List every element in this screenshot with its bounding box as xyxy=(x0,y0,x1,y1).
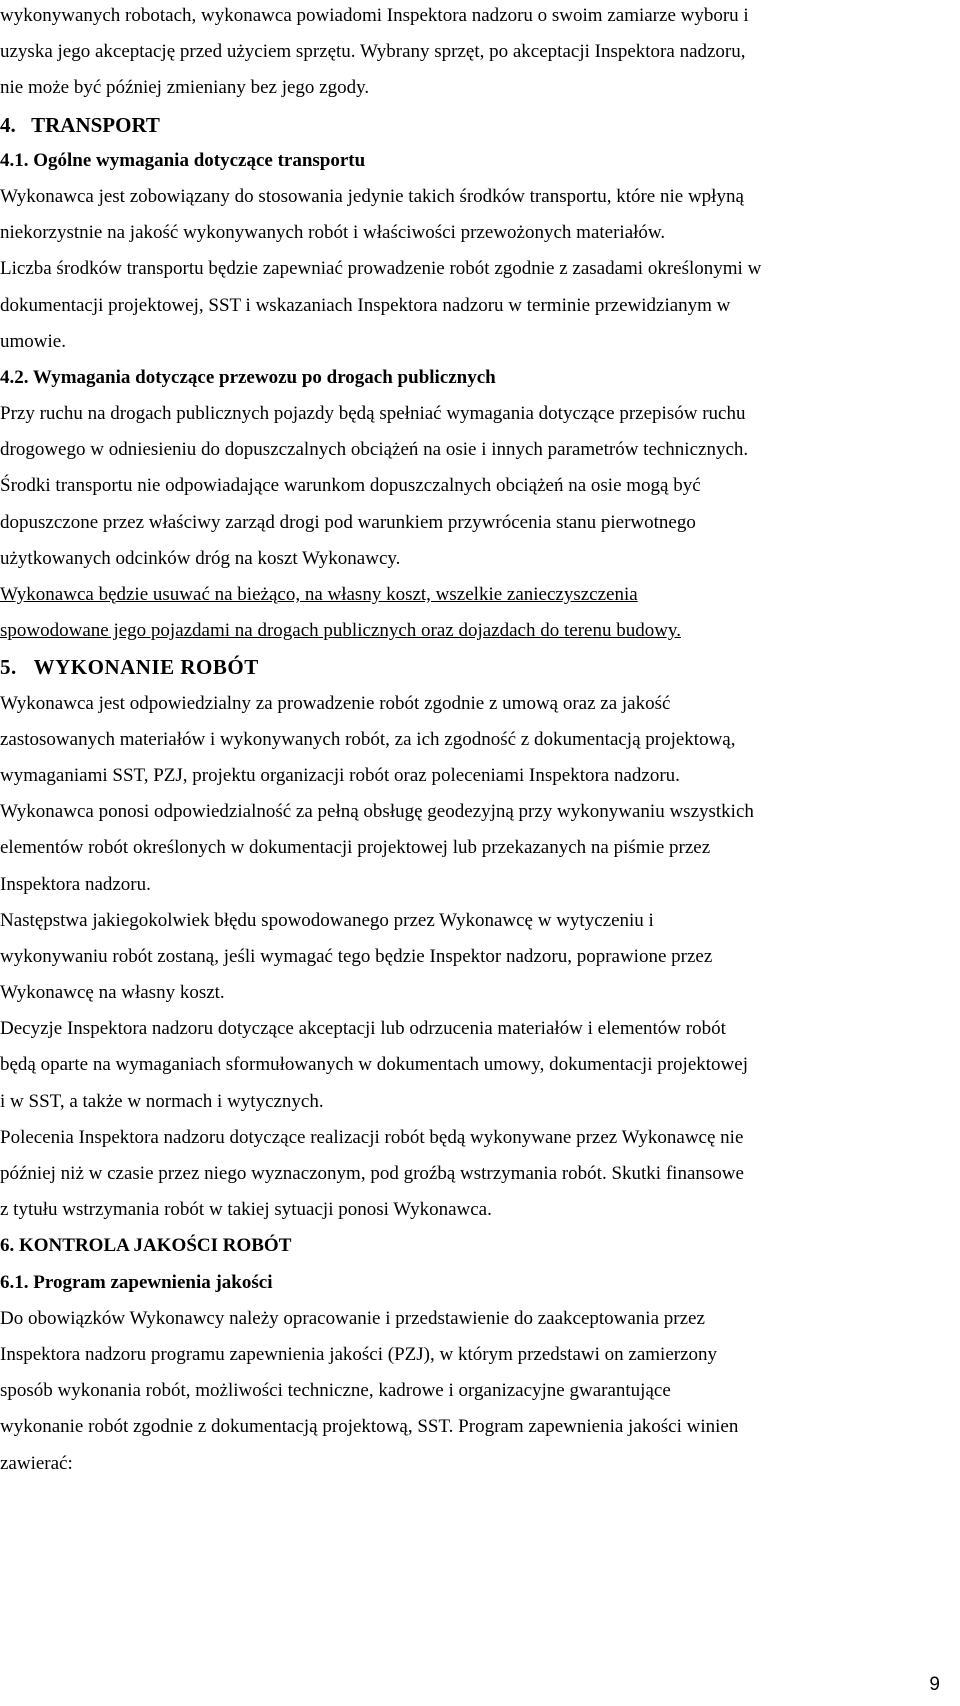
body-line: wykonywaniu robót zostaną, jeśli wymagać tego będzie Inspektor nadzoru, poprawione przez xyxy=(0,945,713,967)
body-line: drogowego w odniesieniu do dopuszczalnych obciążeń na osie i innych parametrów technicznych. xyxy=(0,439,749,461)
body-line: z tytułu wstrzymania robót w takiej sytuacji ponosi Wykonawca. xyxy=(0,1199,492,1221)
body-line: zawierać: xyxy=(0,1452,73,1474)
body-line: Inspektora nadzoru programu zapewnienia jakości (PZJ), w którym przedstawi on zamierzony xyxy=(0,1343,718,1365)
body-line: wykonanie robót zgodnie z dokumentacją projektową, SST. Program zapewnienia jakości winien xyxy=(0,1416,739,1438)
body-line: Przy ruchu na drogach publicznych pojazdy będą spełniać wymagania dotyczące przepisów ruchu xyxy=(0,403,746,425)
section-heading-kontrola-jakosci: 6. KONTROLA JAKOŚCI ROBÓT xyxy=(0,1235,292,1257)
body-line: Wykonawcę na własny koszt. xyxy=(0,982,225,1004)
body-line: niekorzystnie na jakość wykonywanych robót i właściwości przewożonych materiałów. xyxy=(0,222,666,244)
body-line: Środki transportu nie odpowiadające warunkom dopuszczalnych obciążeń na osie mogą być xyxy=(0,475,701,497)
body-line: dokumentacji projektowej, SST i wskazaniach Inspektora nadzoru w terminie przewidzianym w xyxy=(0,294,731,316)
body-line: Do obowiązków Wykonawcy należy opracowanie i przedstawienie do zaakceptowania przez xyxy=(0,1307,705,1329)
body-line: sposób wykonania robót, możliwości techniczne, kadrowe i organizacyjne gwarantujące xyxy=(0,1380,671,1402)
section-heading-wykonanie-robot: 5. WYKONANIE ROBÓT xyxy=(0,655,259,680)
body-line: Następstwa jakiegokolwiek błędu spowodowanego przez Wykonawcę w wytyczeniu i xyxy=(0,909,654,931)
body-line: będą oparte na wymaganiach sformułowanych w dokumentach umowy, dokumentacji projektowej xyxy=(0,1054,748,1076)
underlined-line: Wykonawca będzie usuwać na bieżąco, na własny koszt, wszelkie zanieczyszczenia xyxy=(0,584,638,605)
body-line: elementów robót określonych w dokumentacji projektowej lub przekazanych na piśmie przez xyxy=(0,837,711,859)
page-number: 9 xyxy=(929,1674,940,1695)
underlined-line: spowodowane jego pojazdami na drogach publicznych oraz dojazdach do terenu budowy. xyxy=(0,620,681,642)
body-line: uzyska jego akceptację przed użyciem sprzętu. Wybrany sprzęt, po akceptacji Inspektora nadzoru, xyxy=(0,41,746,63)
body-line: Inspektora nadzoru. xyxy=(0,873,151,895)
body-line: użytkowanych odcinków dróg na koszt Wykonawcy. xyxy=(0,547,401,569)
body-line: Wykonawca jest zobowiązany do stosowania jedynie takich środków transportu, które nie wpłyną xyxy=(0,185,744,207)
body-line: dopuszczone przez właściwy zarząd drogi pod warunkiem przywrócenia stanu pierwotnego xyxy=(0,511,696,533)
body-line: Wykonawca ponosi odpowiedzialność za pełną obsługę geodezyjną przy wykonywaniu wszystkich xyxy=(0,801,754,823)
subsection-heading-4-1: 4.1. Ogólne wymagania dotyczące transportu xyxy=(0,149,366,171)
body-line: nie może być później zmieniany bez jego zgody. xyxy=(0,77,370,99)
body-line: Polecenia Inspektora nadzoru dotyczące realizacji robót będą wykonywane przez Wykonawcę nie xyxy=(0,1126,744,1148)
subsection-heading-6-1: 6.1. Program zapewnienia jakości xyxy=(0,1271,273,1293)
body-line: Liczba środków transportu będzie zapewniać prowadzenie robót zgodnie z zasadami określonymi w xyxy=(0,258,762,280)
body-line: Wykonawca jest odpowiedzialny za prowadzenie robót zgodnie z umową oraz za jakość xyxy=(0,692,671,714)
body-line: Decyzje Inspektora nadzoru dotyczące akceptacji lub odrzucenia materiałów i elementów robót xyxy=(0,1018,726,1040)
section-heading-transport: 4. TRANSPORT xyxy=(0,112,160,137)
subsection-heading-4-2: 4.2. Wymagania dotyczące przewozu po drogach publicznych xyxy=(0,366,496,388)
body-line: i w SST, a także w normach i wytycznych. xyxy=(0,1090,324,1112)
body-line: umowie. xyxy=(0,330,66,352)
body-line: zastosowanych materiałów i wykonywanych robót, za ich zgodność z dokumentacją projektową, xyxy=(0,728,736,750)
body-line: wymaganiami SST, PZJ, projektu organizacji robót oraz poleceniami Inspektora nadzoru. xyxy=(0,764,680,786)
body-line: później niż w czasie przez niego wyznaczonym, pod groźbą wstrzymania robót. Skutki finansowe xyxy=(0,1163,744,1184)
body-line: wykonywanych robotach, wykonawca powiadomi Inspektora nadzoru o swoim zamiarze wyboru i xyxy=(0,5,749,26)
